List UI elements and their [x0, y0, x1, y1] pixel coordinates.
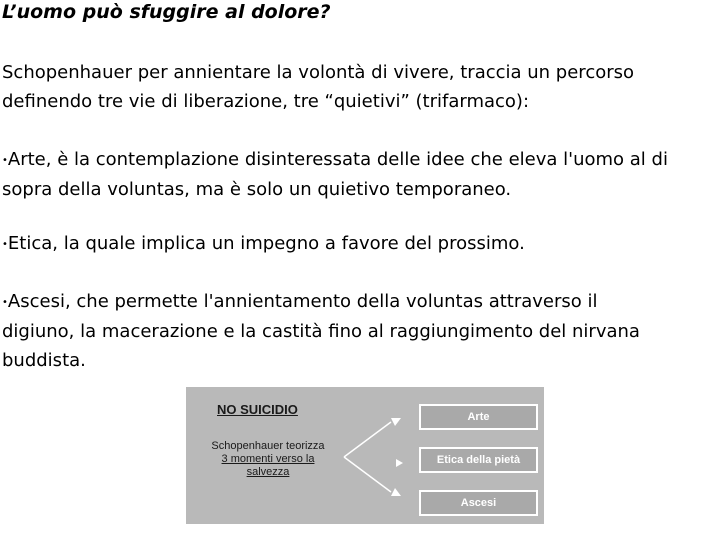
diagram-heading: NO SUICIDIO: [217, 402, 298, 417]
bullet-icon: •: [2, 238, 8, 250]
intro-line-2: definendo tre vie di liberazione, tre “quietivi” (trifarmaco):: [2, 91, 530, 112]
arrow-etica-icon: [396, 459, 403, 467]
diagram-center-text: [188, 440, 348, 479]
diagram-center-line-1: Schopenhauer teorizza: [211, 440, 325, 452]
salvation-diagram: [186, 387, 544, 524]
bullet-text-line-3: buddista.: [2, 349, 86, 371]
bullet-icon: •: [2, 154, 8, 166]
bullet-item-etica: [2, 229, 718, 259]
bullet-text-line-2: sopra della voluntas, ma è solo un quietivo temporaneo.: [2, 178, 512, 200]
diagram-box-ascesi: Ascesi: [419, 490, 538, 516]
bullet-icon: •: [2, 296, 8, 308]
diagram-box-arte: Arte: [419, 404, 538, 430]
intro-paragraph: [2, 58, 718, 116]
bullet-text-line-1: Arte, è la contemplazione disinteressata delle idee che eleva l'uomo al di: [7, 149, 668, 170]
page-title: L’uomo può sfuggire al dolore?: [2, 1, 331, 23]
diagram-box-etica: Etica della pietà: [419, 447, 538, 473]
connector-ascesi: [344, 457, 391, 492]
intro-line-1: Schopenhauer per annientare la volontà di vivere, traccia un percorso: [2, 62, 635, 83]
diagram-center-line-3: salvezza: [246, 466, 290, 478]
bullet-text-line-2: digiuno, la macerazione e la castità fino al raggiungimento del nirvana: [2, 320, 640, 342]
bullet-text-line-1: Ascesi, che permette l'annientamento della voluntas attraverso il: [7, 291, 598, 312]
diagram-center-line-2: 3 momenti verso la: [221, 453, 315, 465]
arrow-ascesi-icon: [391, 488, 401, 496]
bullet-text-line-1: Etica, la quale implica un impegno a favore del prossimo.: [7, 233, 525, 254]
bullet-item-arte: [2, 145, 718, 204]
arrow-arte-icon: [391, 418, 401, 426]
bullet-item-ascesi: [2, 287, 718, 375]
connector-arte: [344, 422, 391, 457]
